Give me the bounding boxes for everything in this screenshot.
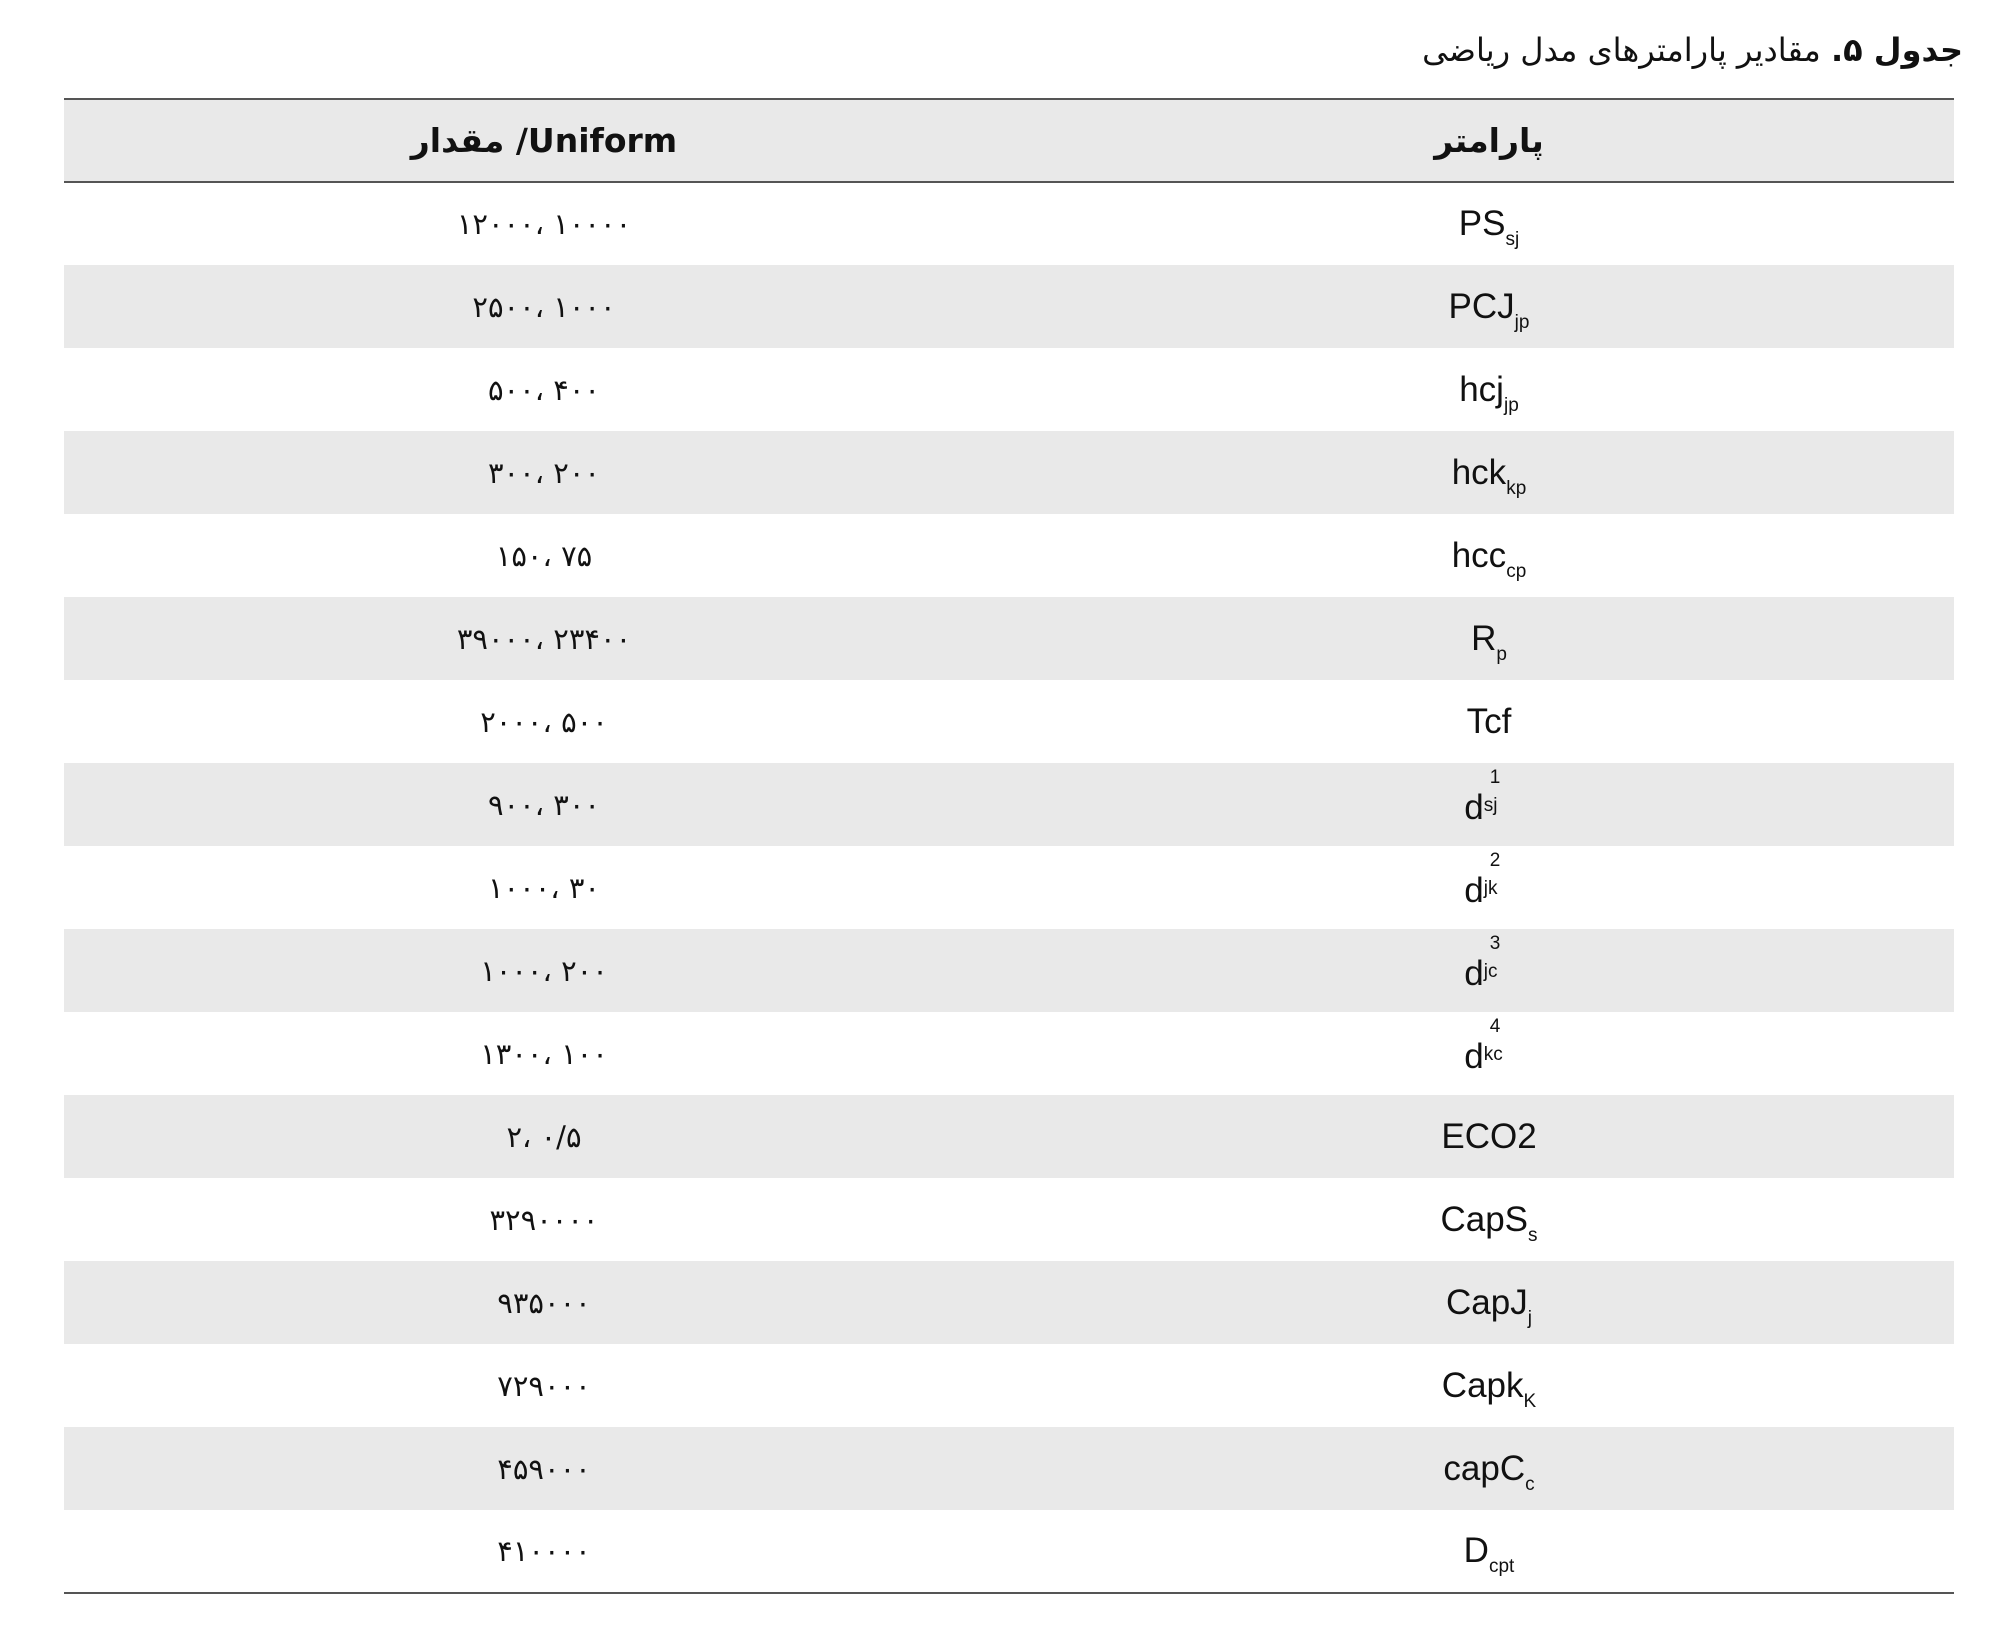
parameter-superscript: 3 xyxy=(1489,933,1501,954)
table-row xyxy=(64,1261,1954,1344)
value-cell: ۱۰۰ ،۱۳۰۰ xyxy=(480,1036,608,1071)
table-row xyxy=(64,1427,1954,1510)
parameter-symbol: d xyxy=(1464,788,1484,827)
value-cell: ۲۰۰ ،۱۰۰۰ xyxy=(480,953,608,988)
table-row xyxy=(64,1510,1954,1593)
parameter-symbol: R xyxy=(1471,618,1497,658)
parameter-symbol: capC xyxy=(1443,1448,1526,1488)
parameter-cell xyxy=(1024,1427,1954,1510)
parameter-superscript: 1 xyxy=(1489,767,1501,788)
table-row xyxy=(64,1344,1954,1427)
parameter-subscript: cp xyxy=(1506,560,1527,582)
parameter-subscript: jp xyxy=(1503,394,1519,416)
parameter-subscript: sj xyxy=(1505,229,1520,250)
value-cell: ۳۰ ،۱۰۰۰ xyxy=(487,870,601,905)
value-cell: ۷۵ ،۱۵۰ xyxy=(495,538,593,573)
parameter-subscript: jc xyxy=(1483,961,1498,982)
parameter-cell xyxy=(1024,431,1954,514)
parameter-cell xyxy=(1024,1095,1954,1178)
table-row xyxy=(64,431,1954,514)
parameter-cell xyxy=(1024,1510,1954,1593)
parameter-cell xyxy=(1024,763,1954,846)
table-row xyxy=(64,597,1954,680)
table-caption xyxy=(1422,22,1963,78)
parameter-cell xyxy=(1024,1012,1954,1095)
parameter-symbol: D xyxy=(1463,1531,1489,1570)
value-cell: ۱۰۰۰ ،۲۵۰۰ xyxy=(472,289,616,324)
value-cell: ۳۰۰ ،۹۰۰ xyxy=(487,787,601,822)
parameter-symbol: CapJ xyxy=(1446,1282,1528,1322)
parameter-symbol: hcj xyxy=(1459,369,1504,409)
value-cell: ۴۵۹۰۰۰ xyxy=(497,1451,591,1486)
parameter-cell xyxy=(1024,680,1954,763)
parameter-cell xyxy=(1024,929,1954,1012)
parameter-subscript: cpt xyxy=(1488,1556,1515,1577)
value-cell: ۴۱۰۰۰۰ xyxy=(64,1510,1024,1593)
table-row xyxy=(64,846,1954,929)
parameter-subscript: jk xyxy=(1483,878,1498,899)
caption-text: مقادیر پارامترهای مدل ریاضی xyxy=(1422,31,1831,69)
value-cell: ۳۲۹۰۰۰۰ xyxy=(489,1202,599,1237)
parameter-symbol: PCJ xyxy=(1448,286,1515,326)
parameter-cell xyxy=(1024,514,1954,597)
parameter-subscript: p xyxy=(1496,643,1507,665)
table-row xyxy=(64,265,1954,348)
parameter-indices xyxy=(1483,1016,1514,1070)
parameter-subscript: j xyxy=(1527,1307,1532,1329)
parameter-symbol: d xyxy=(1464,871,1484,910)
parameter-cell xyxy=(1024,348,1954,431)
parameter-subscript: jp xyxy=(1514,311,1530,333)
value-cell: ۷۲۹۰۰۰ xyxy=(497,1368,591,1403)
header-parameter: پارامتر xyxy=(1024,99,1954,182)
table-row xyxy=(64,182,1954,265)
parameter-cell xyxy=(1024,846,1954,929)
table-row xyxy=(64,1095,1954,1178)
parameter-cell xyxy=(1024,597,1954,680)
table-body xyxy=(64,182,1954,1593)
table-row xyxy=(64,929,1954,1012)
table-row xyxy=(64,348,1954,431)
table-header-row xyxy=(64,99,1954,182)
parameter-subscript: s xyxy=(1528,1224,1538,1246)
value-cell: ۵۰۰ ،۲۰۰۰ xyxy=(480,704,608,739)
parameter-subscript: K xyxy=(1523,1390,1537,1412)
parameter-symbol: Tcf xyxy=(1466,701,1512,741)
table-row xyxy=(64,514,1954,597)
value-cell: ۹۳۵۰۰۰ xyxy=(497,1285,591,1320)
parameter-cell xyxy=(1024,265,1954,348)
parameter-superscript: 4 xyxy=(1489,1016,1501,1037)
parameter-indices xyxy=(1483,767,1514,821)
parameter-symbol: d xyxy=(1464,954,1484,993)
parameter-symbol: d xyxy=(1464,1037,1484,1076)
parameter-symbol: CapS xyxy=(1440,1199,1529,1239)
parameter-cell xyxy=(1024,1344,1954,1427)
header-value: Uniform/ مقدار xyxy=(64,99,1024,182)
parameter-symbol: PS xyxy=(1458,204,1506,243)
table-row xyxy=(64,1178,1954,1261)
table-row xyxy=(64,763,1954,846)
parameters-table xyxy=(64,98,1954,1594)
table-row xyxy=(64,1012,1954,1095)
parameter-cell xyxy=(1024,182,1954,265)
parameter-subscript: c xyxy=(1525,1473,1535,1495)
parameter-cell xyxy=(1024,1178,1954,1261)
parameter-indices xyxy=(1483,850,1514,904)
parameter-symbol: Capk xyxy=(1441,1365,1524,1405)
caption-label: جدول ۵. xyxy=(1830,31,1963,69)
parameter-indices xyxy=(1483,933,1514,987)
value-cell: ۲۳۴۰۰ ،۳۹۰۰۰ xyxy=(456,621,632,656)
value-cell: ۲۰۰ ،۳۰۰ xyxy=(487,455,601,490)
parameter-subscript: sj xyxy=(1483,795,1498,816)
parameter-symbol: hcc xyxy=(1451,535,1507,575)
parameter-superscript: 2 xyxy=(1489,850,1501,871)
value-cell: ۴۰۰ ،۵۰۰ xyxy=(487,372,601,407)
parameter-symbol: hck xyxy=(1451,452,1507,492)
parameter-cell xyxy=(1024,1261,1954,1344)
table-row xyxy=(64,680,1954,763)
parameter-subscript: kp xyxy=(1506,477,1527,499)
value-cell: ۱۰۰۰۰ ،۱۲۰۰۰ xyxy=(456,207,632,241)
parameter-subscript: kc xyxy=(1483,1044,1503,1065)
parameter-symbol: ECO2 xyxy=(1441,1116,1537,1156)
value-cell: ۰/۵ ،۲ xyxy=(506,1119,582,1154)
